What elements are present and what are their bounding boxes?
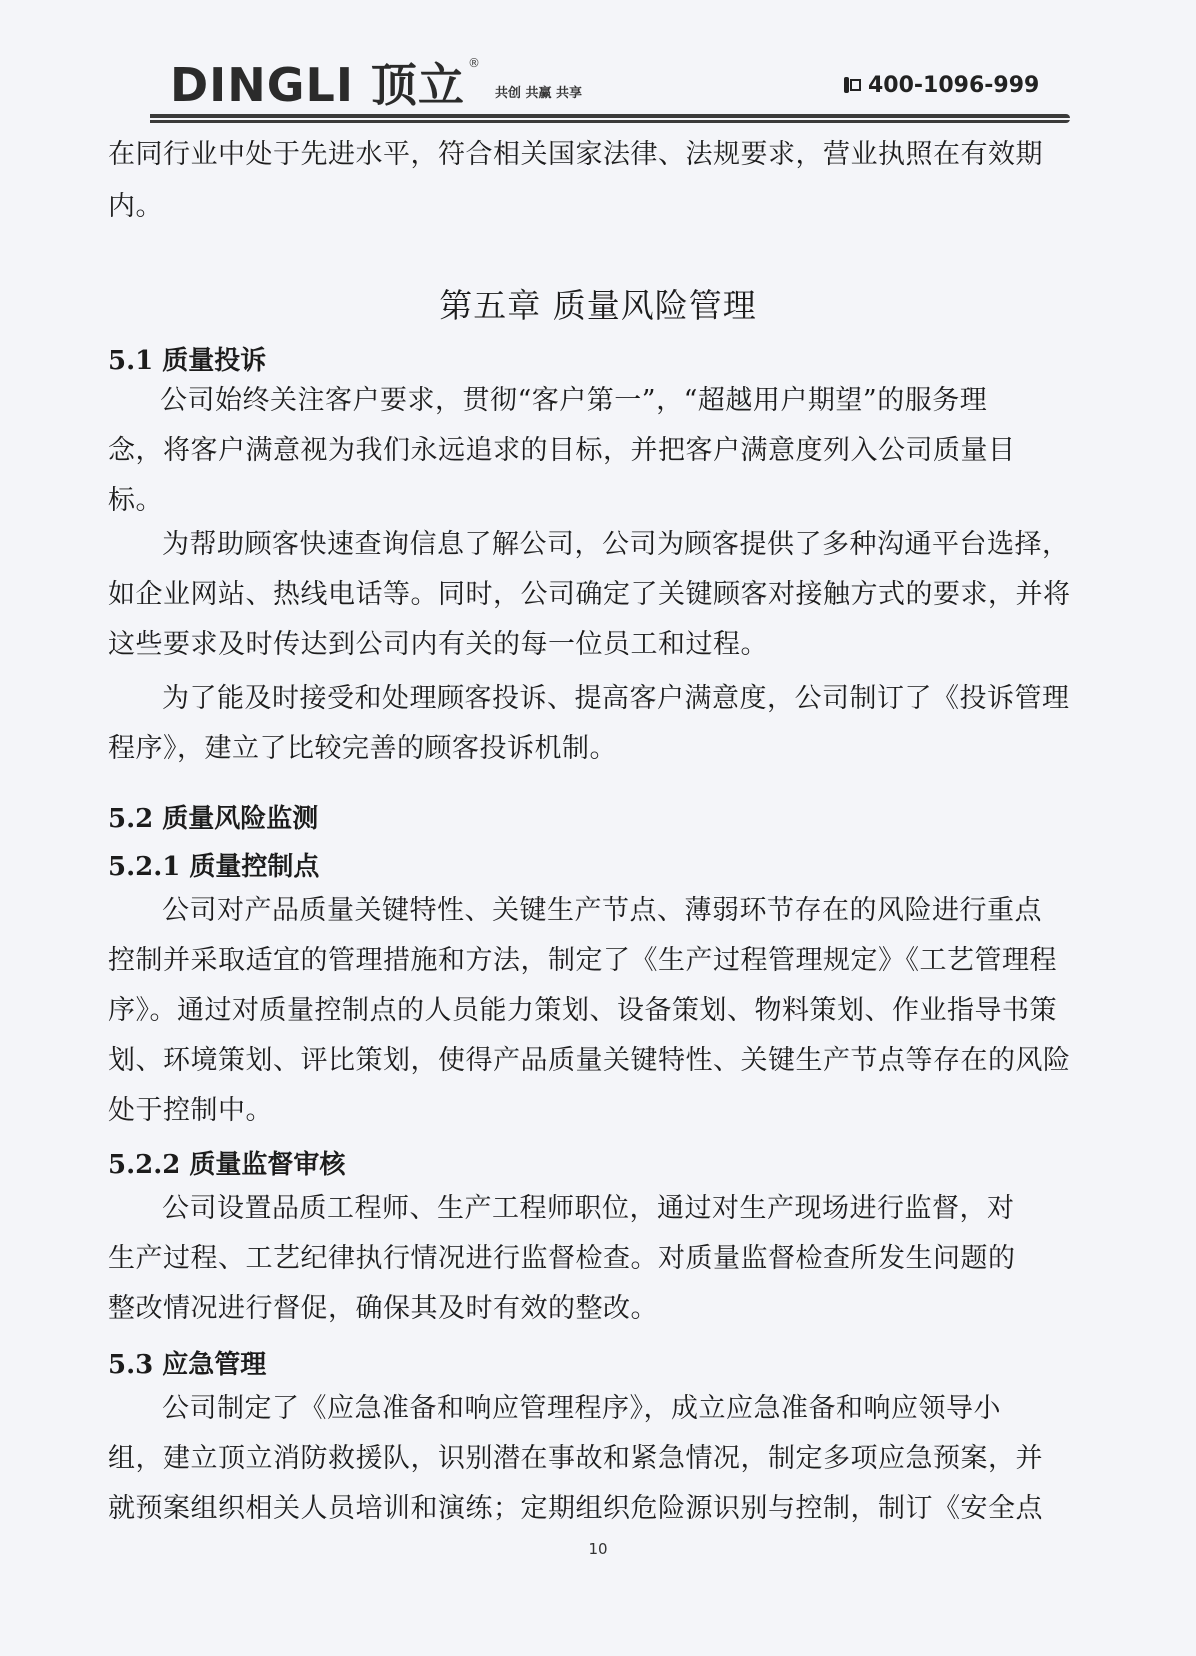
paragraph-line: 生产过程、工艺纪律执行情况进行监督检查。对质量监督检查所发生问题的 (108, 1243, 1016, 1274)
paragraph-line: 就预案组织相关人员培训和演练；定期组织危险源识别与控制，制订《安全点 (108, 1493, 1043, 1524)
header-rule (150, 114, 1070, 123)
paragraph-line: 处于控制中。 (108, 1095, 273, 1126)
subsection-heading: 5.2.1 质量控制点 (108, 852, 320, 882)
paragraph-line: 念，将客户满意视为我们永远追求的目标，并把客户满意度列入公司质量目 (108, 435, 1016, 466)
hotline-number: 400-1096-999 (868, 73, 1040, 98)
page-number: 10 (588, 1540, 608, 1558)
paragraph-line: 在同行业中处于先进水平，符合相关国家法律、法规要求，营业执照在有效期 (108, 139, 1043, 170)
paragraph-line: 如企业网站、热线电话等。同时，公司确定了关键顾客对接触方式的要求，并将 (108, 579, 1071, 610)
paragraph-line: 程序》，建立了比较完善的顾客投诉机制。 (108, 733, 617, 764)
phone-icon (844, 75, 862, 95)
paragraph-line: 组，建立顶立消防救援队，识别潜在事故和紧急情况，制定多项应急预案，并 (108, 1443, 1043, 1474)
paragraph-line: 整改情况进行督促，确保其及时有效的整改。 (108, 1293, 658, 1324)
paragraph-line: 公司对产品质量关键特性、关键生产节点、薄弱环节存在的风险进行重点 (162, 895, 1042, 926)
paragraph-line: 这些要求及时传达到公司内有关的每一位员工和过程。 (108, 629, 768, 660)
section-heading: 5.3 应急管理 (108, 1350, 267, 1380)
paragraph-line: 公司设置品质工程师、生产工程师职位，通过对生产现场进行监督，对 (162, 1193, 1015, 1224)
registered-mark: ® (468, 56, 480, 70)
paragraph-line: 为了能及时接受和处理顾客投诉、提高客户满意度，公司制订了《投诉管理 (162, 683, 1070, 714)
company-logo: DINGLI 顶立 (170, 58, 465, 112)
section-heading: 5.1 质量投诉 (108, 346, 267, 376)
page-header (150, 50, 1070, 130)
paragraph-line: 内。 (108, 191, 163, 222)
paragraph-line: 为帮助顾客快速查询信息了解公司，公司为顾客提供了多种沟通平台选择， (162, 529, 1070, 560)
paragraph-line: 公司始终关注客户要求，贯彻“客户第一”，“超越用户期望”的服务理 (160, 385, 988, 416)
subsection-heading: 5.2.2 质量监督审核 (108, 1150, 346, 1180)
paragraph-line: 控制并采取适宜的管理措施和方法，制定了《生产过程管理规定》《工艺管理程 (108, 945, 1057, 976)
paragraph-line: 序》。通过对质量控制点的人员能力策划、设备策划、物料策划、作业指导书策 (108, 995, 1057, 1026)
paragraph-line: 标。 (108, 485, 163, 516)
company-slogan: 共创 共赢 共享 (495, 86, 583, 101)
paragraph-line: 公司制定了《应急准备和响应管理程序》，成立应急准备和响应领导小 (162, 1393, 1001, 1424)
hotline (844, 73, 1039, 98)
paragraph-line: 划、环境策划、评比策划，使得产品质量关键特性、关键生产节点等存在的风险 (108, 1045, 1071, 1076)
section-heading: 5.2 质量风险监测 (108, 804, 319, 834)
chapter-title: 第五章 质量风险管理 (439, 286, 757, 325)
